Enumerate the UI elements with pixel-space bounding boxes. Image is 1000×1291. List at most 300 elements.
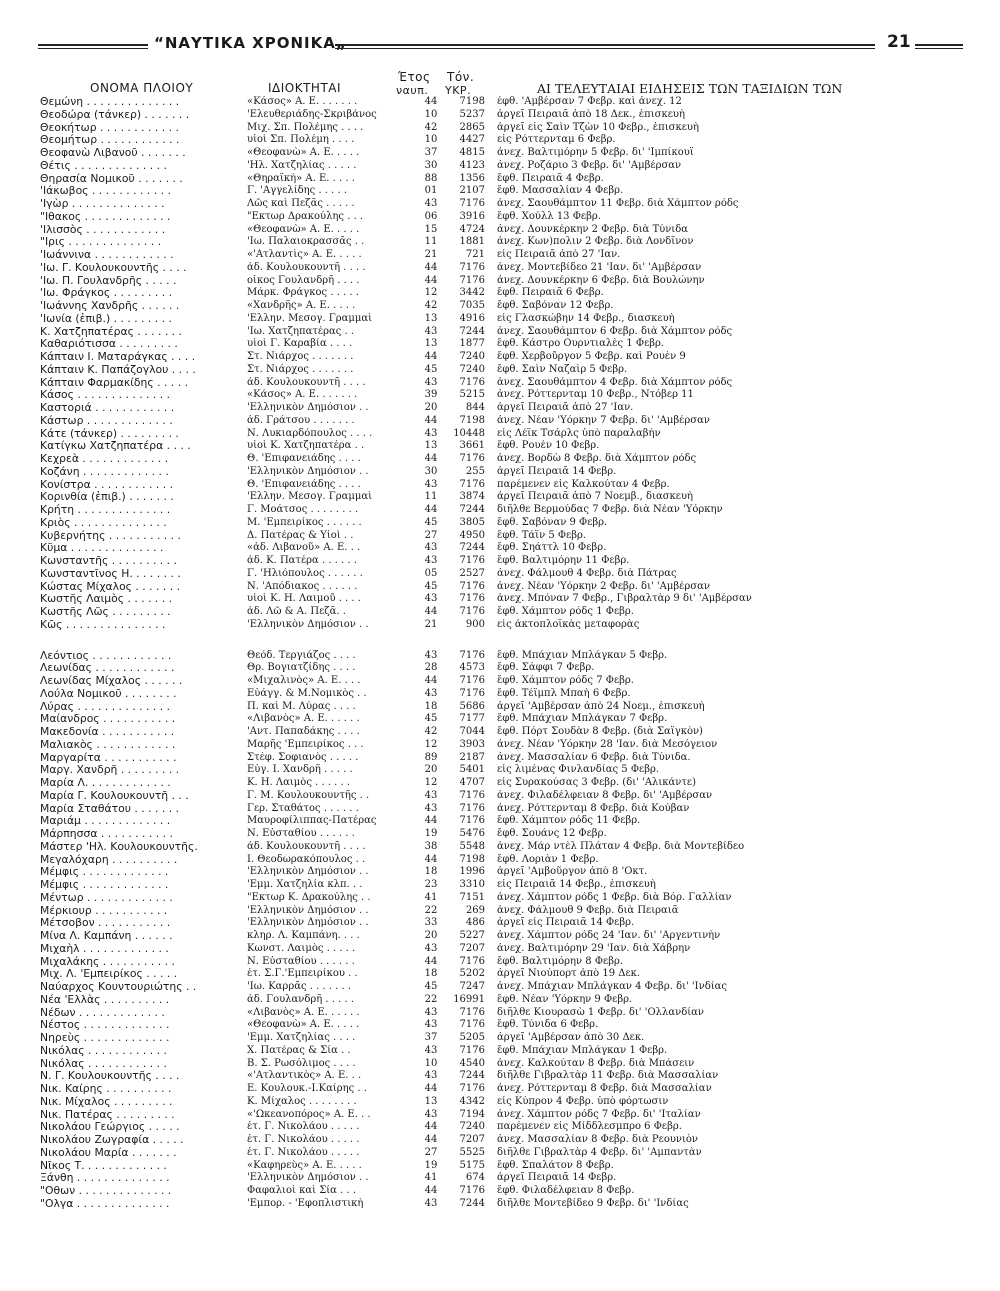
owner-name: Γ. Μ. Κουλουκουντῆς . . [247, 789, 370, 801]
column-header-news: ΑΙ ΤΕΛΕΥΤΑΙΑΙ ΕΙΔΗΣΕΙΣ ΤΩΝ ΤΑΞΙΔΙΩΝ ΤΩΝ [537, 81, 843, 96]
ship-name: Θεοφανὼ Λιβανοῦ . . . . . . . [40, 147, 186, 159]
tonnage: 3916 [459, 210, 485, 222]
table-row [40, 530, 980, 543]
table-row [40, 841, 980, 854]
table-row [40, 185, 980, 198]
tonnage: 7176 [459, 261, 485, 273]
build-year: 11 [424, 491, 438, 503]
owner-name: 'Ηλ. Χατζηλίας . . . . . [247, 159, 357, 171]
ship-name: Κάτε (τάνκερ) . . . . . . . . . [40, 427, 179, 440]
tonnage: 5202 [459, 968, 485, 980]
table-row [40, 479, 980, 492]
owner-name: 'Ελληνικὸν Δημόσιον . . [247, 917, 369, 929]
tonnage: 7176 [459, 606, 485, 617]
tonnage: 7240 [459, 363, 485, 375]
table-row [40, 1019, 980, 1032]
voyage-news: εἰς Λέϊκ Τσάρλς ὑπὸ παραλαβὴν [497, 427, 661, 439]
page-header [30, 32, 980, 56]
owner-name: ἐτ. Γ. Νικολάου . . . . . [247, 1146, 360, 1158]
table-row [40, 300, 980, 313]
voyage-news: ἀνεχ. Μοντεβίδεο 21 'Ιαν. δι' 'Αμβέρσαν [497, 261, 702, 273]
voyage-news: ἔφθ. Σουάνς 12 Φεβρ. [497, 828, 607, 839]
voyage-news: ἀργεῖ Πειραιᾶ 14 Φεβρ. [497, 1172, 617, 1184]
tonnage: 721 [465, 249, 485, 260]
owner-name: Εὐάγγ. & Μ.Νομικὸς . . [247, 687, 367, 699]
ship-name: Μέμφις . . . . . . . . . . . . . [40, 866, 169, 879]
voyage-news: ἀνεχ. Μπόναν 7 Φεβρ., Γιβραλτὰρ 9 δι' 'Αμβέρσαν [497, 593, 752, 605]
ship-name: Καστοριά . . . . . . . . . . . . [40, 402, 175, 414]
table-row [40, 517, 980, 530]
build-year: 44 [424, 261, 438, 273]
owner-name: «ἀδ. Λιβανοῦ» Α. Ε. . . [247, 542, 361, 554]
voyage-news: παρέμενεν εἰς Μίδδλεσμπρο 6 Φεβρ. [497, 1121, 682, 1133]
build-year: 43 [424, 687, 438, 699]
tonnage: 844 [465, 402, 485, 413]
ship-name: Κάπταιν Ι. Ματαράγκας . . . . [40, 351, 196, 363]
table-row [40, 764, 980, 777]
voyage-news: ἀνεχ. Χάμπτον ρόδς 7 Φεβρ. δι' 'Ιταλίαν [497, 1108, 701, 1120]
ship-name: Νῖκος Τ. . . . . . . . . . . . . [40, 1159, 167, 1172]
table-row [40, 739, 980, 752]
ship-name: Μιχαλάκης . . . . . . . . . . . [40, 955, 175, 968]
table-row [40, 109, 980, 122]
tonnage: 2865 [459, 121, 485, 133]
tonnage: 7035 [459, 300, 485, 311]
ship-name: Ξάνθη . . . . . . . . . . . . . . [40, 1172, 170, 1185]
owner-name: 'Ελευθεριάδης-Σκριβάνος [247, 108, 377, 120]
ship-name: Κ. Χατζηπατέρας . . . . . . . [40, 325, 182, 338]
voyage-news: ἔφθ. Ρουὲν 10 Φεβρ. [497, 440, 600, 452]
ship-name: 'Ιω. Π. Γουλανδρῆς . . . . . [40, 274, 177, 287]
build-year: 43 [424, 478, 438, 490]
ship-name: Κάπταιν Κ. Παπάζογλου . . . . [40, 363, 196, 376]
ship-name: 'Ιωάννης Χανδρῆς . . . . . . [40, 300, 180, 312]
build-year: 41 [424, 891, 438, 903]
owner-name: «Χανδρῆς» Α. Ε. . . . . [247, 300, 356, 311]
table-row [40, 326, 980, 339]
ship-name: Νικολάου Γεώργιος . . . . . [40, 1121, 180, 1134]
ship-name: Νέστος . . . . . . . . . . . . . [40, 1019, 170, 1032]
tonnage: 3874 [459, 491, 485, 503]
build-year: 89 [424, 751, 438, 763]
owner-name: οἶκος Γουλανδρῆ . . . . [247, 274, 360, 286]
page-number: 21 [887, 32, 911, 52]
ship-name: Ν. Γ. Κουλουκουντῆς . . . . [40, 1070, 180, 1083]
owner-name: 'Αντ. Παπαδάκης . . . . [247, 726, 360, 737]
voyage-news: ἔφθ. Κάστρο Ουρντιαλὲς 1 Φεβρ. [497, 338, 665, 350]
build-year: 43 [424, 802, 438, 814]
ship-name: Μαργαρίτα . . . . . . . . . . . [40, 751, 177, 764]
owner-name: Β. Σ. Ρωσόλιμος . . . . [247, 1057, 356, 1069]
voyage-news: ἔφθ. Σάφφι 7 Φεβρ. [497, 662, 595, 674]
ship-name: Θηρασία Νομικοῦ . . . . . . . [40, 172, 183, 185]
ship-name: Κωνσταντῆς . . . . . . . . . . [40, 555, 177, 567]
table-row [40, 854, 980, 867]
owner-name: «Λιβανὸς» Α. Ε. . . . . . [247, 713, 360, 725]
table-row [40, 1134, 980, 1147]
ship-name: Μαρία Γ. Κουλουκουντῆ . . . [40, 789, 189, 802]
ship-name: Κάπταιν Φαρμακίδης . . . . . [40, 376, 189, 389]
tonnage: 7176 [459, 453, 485, 464]
voyage-news: ἀνεχ. Δουνκέρκην 2 Φεβρ. διὰ Τύνιδα [497, 223, 688, 235]
voyage-news: ἀνεχ. Νέαν 'Υόρκην 7 Φεβρ. δι' 'Αμβέρσαν [497, 414, 710, 426]
build-year: 30 [424, 159, 438, 171]
table-row [40, 1198, 980, 1211]
owner-name: Ν. Εὐσταθίου . . . . . . [247, 828, 355, 839]
owner-name: Ν. Λυκιαρδόπουλος . . . . [247, 427, 373, 439]
build-year: 13 [424, 312, 438, 324]
tonnage: 4950 [459, 529, 485, 541]
voyage-news: ἔφθ. Μπάχιαν Μπλάγκαν 5 Φεβρ. [497, 649, 668, 661]
voyage-news: ἀνεχ. Νέαν 'Υόρκην 2 Φεβρ. δι' 'Αμβέρσαν [497, 580, 710, 592]
tonnage: 7176 [459, 555, 485, 566]
tonnage: 7244 [459, 504, 485, 515]
tonnage: 7244 [459, 542, 485, 554]
build-year: 41 [424, 1172, 438, 1184]
table-row [40, 956, 980, 969]
owner-name: «'Ατλαντὶς» Α. Ε. . . . . [247, 249, 362, 260]
build-year: 44 [424, 504, 438, 515]
voyage-news: εἰς Συρακούσας 3 Φεβρ. (δι' 'Αλικάντε) [497, 777, 697, 788]
table-row [40, 198, 980, 211]
voyage-news: διῆλθε Γιβραλτὰρ 11 Φεβρ. διὰ Μασσαλίαν [497, 1070, 719, 1082]
owner-name: ἀδ. Κουλουκουντῆ . . . . [247, 376, 366, 388]
build-year: 45 [424, 516, 438, 528]
voyage-news: ἀνεχ. Καλκούταν 8 Φεβρ. διὰ Μπάσειν [497, 1057, 695, 1069]
owner-name: 'Ελλην. Μεσογ. Γραμμαὶ [247, 491, 372, 503]
build-year: 13 [424, 440, 438, 452]
owner-name: Μιχ. Σπ. Πολέμης . . . . [247, 121, 364, 133]
tonnage: 7176 [459, 1083, 485, 1094]
ship-name: Λούλα Νομικοῦ . . . . . . . . [40, 687, 177, 700]
tonnage: 7240 [459, 1121, 485, 1133]
voyage-news: ἀνεχ. Βορδὼ 8 Φεβρ. διὰ Χάμπτον ρόδς [497, 453, 697, 464]
tonnage: 7176 [459, 955, 485, 967]
table-row [40, 96, 980, 109]
tonnage: 7176 [459, 675, 485, 686]
ship-name: Μάστερ 'Ηλ. Κουλουκουντῆς. [40, 840, 198, 853]
ship-name: Θεομήτωρ . . . . . . . . . . . . [40, 134, 180, 147]
ship-name: "Οθων . . . . . . . . . . . . . . [40, 1185, 172, 1197]
tonnage: 7244 [459, 1197, 485, 1209]
voyage-news: ἀργεῖ 'Αμβέρσαν ἀπὸ 30 Δεκ. [497, 1032, 645, 1043]
owner-name: 'Εμμ. Χατζηλίας . . . . [247, 1032, 356, 1043]
ship-name: Λύρας . . . . . . . . . . . . . . [40, 700, 171, 713]
ship-name: "Ολγα . . . . . . . . . . . . . . [40, 1197, 170, 1210]
tonnage: 5205 [459, 1032, 485, 1043]
table-row [40, 662, 980, 675]
tonnage: 7176 [459, 478, 485, 490]
owner-name: 'Ελληνικὸν Δημόσιον . . [247, 402, 369, 413]
table-row [40, 1160, 980, 1173]
ship-name: Μιχ. Λ. 'Εμπειρίκος . . . . . [40, 968, 178, 981]
voyage-news: ἀνεχ. Χάμπτον ρόδς 1 Φεβρ. διὰ Βόρ. Γαλλίαν [497, 891, 732, 903]
owner-name: Χ. Πατέρας & Σία . . [247, 1044, 351, 1056]
owner-name: "Εκτωρ Δρακούλης . . . [247, 210, 364, 222]
owner-name: Κωνστ. Λαιμὸς . . . . . [247, 942, 356, 954]
ship-name: Μαριάμ . . . . . . . . . . . . . [40, 815, 171, 828]
build-year: 15 [424, 223, 438, 235]
build-year: 43 [424, 1006, 438, 1018]
tonnage: 7207 [459, 1134, 485, 1145]
header-rule [335, 48, 875, 49]
voyage-news: ἔφθ. Βαλτιμόρην 11 Φεβρ. [497, 555, 630, 566]
build-year: 18 [424, 968, 438, 980]
tonnage: 2187 [459, 751, 485, 763]
voyage-news: διῆλθε Κιουρασὼ 1 Φεβρ. δι' 'Ολλανδίαν [497, 1006, 704, 1018]
build-year: 44 [424, 414, 438, 426]
table-row [40, 504, 980, 517]
build-year: 12 [424, 287, 438, 299]
build-year: 18 [424, 700, 438, 712]
owner-name: Ν. 'Απόδιακος . . . . . . [247, 580, 358, 592]
build-year: 05 [424, 567, 438, 579]
header-rule [915, 44, 963, 46]
ship-name: Μίνα Λ. Καμπάνη . . . . . . [40, 930, 173, 942]
build-year: 43 [424, 1197, 438, 1209]
build-year: 42 [424, 726, 438, 737]
tonnage: 7044 [459, 726, 485, 737]
owner-name: «Λιβανὸς» Α. Ε. . . . . . [247, 1006, 360, 1018]
tonnage: 7176 [459, 815, 485, 827]
tonnage: 3661 [459, 440, 485, 452]
ship-name: Κωστῆς Λῶς . . . . . . . . . [40, 606, 171, 618]
table-row [40, 1109, 980, 1122]
owner-name: υἱοὶ Σπ. Πολέμη . . . . [247, 134, 355, 146]
table-row [40, 440, 980, 453]
voyage-news: ἔφθ. Σηάττλ 10 Φεβρ. [497, 542, 607, 554]
tonnage: 3903 [459, 738, 485, 750]
tonnage: 7176 [459, 376, 485, 388]
table-row [40, 790, 980, 803]
table-row [40, 803, 980, 816]
build-year: 27 [424, 529, 438, 541]
ship-name: Νικ. Καίρης . . . . . . . . . . [40, 1083, 172, 1095]
voyage-news: ἀνεχ. Ρόττερνταμ 8 Φεβρ. διὰ Κούβαν [497, 802, 690, 814]
owner-name: «'Ωκεανοπόρος» Α. Ε. . . [247, 1108, 371, 1120]
tonnage: 486 [465, 917, 485, 929]
tonnage: 2107 [459, 185, 485, 197]
build-year: 13 [424, 338, 438, 350]
header-rule [38, 48, 148, 49]
owner-name: 'Ελληνικὸν Δημόσιον . . [247, 618, 369, 630]
build-year: 44 [424, 351, 438, 362]
table-row [40, 389, 980, 402]
table-row [40, 930, 980, 943]
owner-name: Γ. Μοάτσος . . . . . . . . [247, 504, 359, 515]
ship-name: Μαίανδρος . . . . . . . . . . . [40, 713, 176, 726]
build-year: 88 [424, 172, 438, 184]
table-row [40, 892, 980, 905]
build-year: 45 [424, 713, 438, 725]
build-year: 22 [424, 993, 438, 1005]
owner-name: ἐτ. Γ. Νικολάου . . . . . [247, 1121, 360, 1133]
tonnage: 5525 [459, 1146, 485, 1158]
owner-name: Ε. Κουλουκ.-Ι.Καίρης . . [247, 1083, 367, 1094]
voyage-news: εἰς Γλασκώβην 14 Φεβρ., διασκευὴ [497, 312, 675, 324]
magazine-title: “ΝΑΥΤΙΚΑ ΧΡΟΝΙΚΑ„ [154, 34, 347, 52]
table-row [40, 688, 980, 701]
build-year: 43 [424, 555, 438, 566]
voyage-news: εἰς Πειραιᾶ 14 Φεβρ., ἐπισκευὴ [497, 879, 656, 890]
table-row [40, 122, 980, 135]
table-row [40, 402, 980, 415]
voyage-news: ἔφθ. Νέαν 'Υόρκην 9 Φεβρ. [497, 993, 633, 1005]
tonnage: 4342 [459, 1095, 485, 1107]
owner-name: 'Ελλην. Μεσογ. Γραμμαὶ [247, 312, 372, 324]
ship-table [40, 96, 980, 1211]
ship-name: 'Ιάκωβος . . . . . . . . . . . . [40, 185, 171, 198]
tonnage: 1881 [459, 236, 485, 248]
voyage-news: ἔφθ. Πειραιᾶ 4 Φεβρ. [497, 172, 604, 184]
owner-name: «Θεοφανὼ» Α. Ε. . . . . [247, 147, 360, 158]
voyage-news: ἀνεχ. Κων)πολιν 2 Φεβρ. διὰ Λονδῖνον [497, 236, 694, 248]
owner-name: Δ. Πατέρας & Υἱοὶ . . [247, 529, 354, 541]
owner-name: ἀδ. Λῶ & Α. Πεζᾶ. . [247, 606, 346, 617]
table-row [40, 542, 980, 555]
build-year: 19 [424, 828, 438, 839]
table-row [40, 1083, 980, 1096]
build-year: 44 [424, 453, 438, 464]
owner-name: ἐτ. Γ. Νικολάου . . . . . [247, 1134, 360, 1145]
build-year: 44 [424, 1121, 438, 1133]
ship-name: Θεμώνη . . . . . . . . . . . . . . [40, 96, 180, 108]
ship-name: Κωνσταντῖνος Η. . . . . . . . [40, 567, 181, 580]
owner-name: 'Ιω. Παλαιοκρασσᾶς . . [247, 236, 365, 248]
voyage-news: ἔφθ. Μπάχιαν Μπλάγκαν 1 Φεβρ. [497, 1044, 668, 1056]
ship-name: 'Ιωάννινα . . . . . . . . . . . . [40, 249, 174, 261]
table-row [40, 173, 980, 186]
owner-name: ἀδ. Κουλουκουντῆ . . . . [247, 261, 366, 273]
build-year: 43 [424, 1019, 438, 1031]
ship-name: Νικόλας . . . . . . . . . . . . [40, 1044, 167, 1057]
voyage-news: ἀνεχ. Βαλτιμόρην 5 Φεβρ. δι' 'Ιμπίκουϊ [497, 147, 694, 158]
tonnage: 5215 [459, 389, 485, 401]
column-header-tons-sub: ΥΚΡ. [445, 84, 472, 97]
owner-name: Π. καὶ Μ. Λύρας . . . . [247, 700, 356, 712]
column-header-ship: ΟΝΟΜΑ ΠΛΟΙΟΥ [90, 81, 194, 95]
voyage-news: ἀργεῖ εἰς Σαὶν Τζὼν 10 Φεβρ., ἐπισκευὴ [497, 121, 699, 133]
build-year: 43 [424, 593, 438, 605]
build-year: 18 [424, 866, 438, 878]
group-spacer [40, 632, 980, 650]
ship-name: Κατίγκω Χατζηπατέρα . . . . [40, 440, 191, 453]
table-row [40, 917, 980, 930]
owner-name: υἱοὶ Κ. Η. Λαιμοῦ . . . . [247, 593, 361, 605]
ship-name: Νικ. Μίχαλος . . . . . . . . . [40, 1095, 173, 1108]
ship-name: Μαλιακὸς . . . . . . . . . . . . [40, 738, 176, 751]
voyage-news: ἔφθ. Χάμπτον ρόδς 1 Φεβρ. [497, 606, 634, 617]
tonnage: 5175 [459, 1159, 485, 1171]
build-year: 45 [424, 981, 438, 992]
voyage-news: ἔφθ. Πόρτ Σουδὰν 8 Φεβρ. (διὰ Σαϊγκὸν) [497, 726, 703, 737]
voyage-news: διῆλθε Μοντεβίδεο 9 Φεβρ. δι' 'Ινδίας [497, 1197, 689, 1209]
ship-name: "Ιθακος . . . . . . . . . . . . . [40, 210, 171, 223]
tonnage: 7176 [459, 198, 485, 209]
voyage-news: ἔφθ. Σαὶν Ναζαὶρ 5 Φεβρ. [497, 363, 628, 375]
ship-name: Θεοδώρα (τάνκερ) . . . . . . . [40, 108, 190, 121]
ship-name: Ναύαρχος Κουντουριώτης . . [40, 981, 197, 993]
build-year: 43 [424, 1108, 438, 1120]
table-row [40, 453, 980, 466]
table-row [40, 224, 980, 237]
table-row [40, 555, 980, 568]
ship-name: Μέμφις . . . . . . . . . . . . . [40, 879, 169, 891]
owner-name: Ν. Εὐσταθίου . . . . . . [247, 955, 355, 967]
ship-name: 'Ιω. Φράγκος . . . . . . . . . [40, 287, 172, 300]
ship-name: Κῦμα . . . . . . . . . . . . . . [40, 542, 164, 555]
owner-name: Κ. Μίχαλος . . . . . . . . [247, 1095, 357, 1107]
voyage-news: ἀργεῖ Πειραιᾶ ἀπὸ 27 'Ιαν. [497, 402, 634, 413]
tonnage: 7176 [459, 580, 485, 592]
owner-name: ἀδ. Γράτσου . . . . . . . [247, 414, 355, 426]
build-year: 43 [424, 1070, 438, 1082]
voyage-news: ἀργεῖ Πειραιᾶ 14 Φεβρ. [497, 465, 617, 477]
build-year: 43 [424, 542, 438, 554]
voyage-news: παρέμενεν εἰς Καλκούταν 4 Φεβρ. [497, 478, 670, 490]
build-year: 44 [424, 955, 438, 967]
build-year: 38 [424, 840, 438, 852]
tonnage: 7176 [459, 1006, 485, 1018]
voyage-news: ἔφθ. Τέϊμπλ Μπαὴ 6 Φεβρ. [497, 687, 631, 699]
table-row [40, 1172, 980, 1185]
tonnage: 7247 [459, 981, 485, 992]
table-row [40, 828, 980, 841]
tonnage: 7177 [459, 713, 485, 725]
table-row [40, 249, 980, 262]
table-row [40, 1121, 980, 1134]
tonnage: 7176 [459, 687, 485, 699]
header-rule [38, 44, 148, 46]
table-row [40, 568, 980, 581]
tonnage: 1996 [459, 866, 485, 878]
build-year: 37 [424, 1032, 438, 1043]
voyage-news: ἔφθ. Χερβοῦργον 5 Φεβρ. καὶ Ρουὲν 9 [497, 351, 686, 362]
build-year: 20 [424, 930, 438, 941]
voyage-news: εἰς Πειραιᾶ ἀπὸ 27 'Ιαν. [497, 249, 621, 260]
ship-name: Μακεδονία . . . . . . . . . . . [40, 726, 175, 738]
table-row [40, 943, 980, 956]
owner-name: 'Εμπορ. - 'Εφοπλιστικὴ [247, 1197, 364, 1209]
tonnage: 3442 [459, 287, 485, 299]
ship-name: Νικολάου Μαρία . . . . . . . [40, 1146, 177, 1159]
ship-name: Κοζάνη . . . . . . . . . . . . . [40, 465, 169, 478]
voyage-news: έφθ. 'Αμβέρσαν 7 Φεβρ. καὶ ἀνεχ. 12 [497, 96, 682, 107]
voyage-news: ἀνεχ. Ροζάριο 3 Φεβρ. δι' 'Αμβέρσαν [497, 159, 682, 171]
voyage-news: ἔφθ. Λοριὰν 1 Φεβρ. [497, 853, 599, 865]
tonnage: 5548 [459, 840, 485, 852]
owner-name: Στέφ. Σοφιανὸς . . . . . [247, 751, 359, 763]
tonnage: 7207 [459, 942, 485, 954]
owner-name: 'Εμμ. Χατζηλία κλπ. . . [247, 879, 363, 890]
build-year: 43 [424, 789, 438, 801]
build-year: 22 [424, 904, 438, 916]
ship-name: Κυβερνήτης . . . . . . . . . . . [40, 529, 181, 542]
owner-name: «Καφηρεὺς» Α. Ε. . . . . [247, 1159, 362, 1171]
voyage-news: ἀνεχ. Μπάχιαν Μπλάγκαν 4 Φεβρ. δι' 'Ινδίας [497, 981, 728, 992]
tonnage: 7176 [459, 1019, 485, 1031]
tonnage: 4724 [459, 223, 485, 235]
header-rule [915, 48, 963, 49]
ship-name: Νικόλας . . . . . . . . . . . . [40, 1057, 167, 1070]
table-row [40, 701, 980, 714]
column-header-year-sub: ναυπ. [396, 84, 429, 97]
column-header-tons: Τόν. [447, 70, 475, 84]
table-row [40, 1147, 980, 1160]
table-row [40, 262, 980, 275]
owner-name: ἀδ. Κουλουκουντῆ . . . . [247, 840, 366, 852]
table-row [40, 351, 980, 364]
